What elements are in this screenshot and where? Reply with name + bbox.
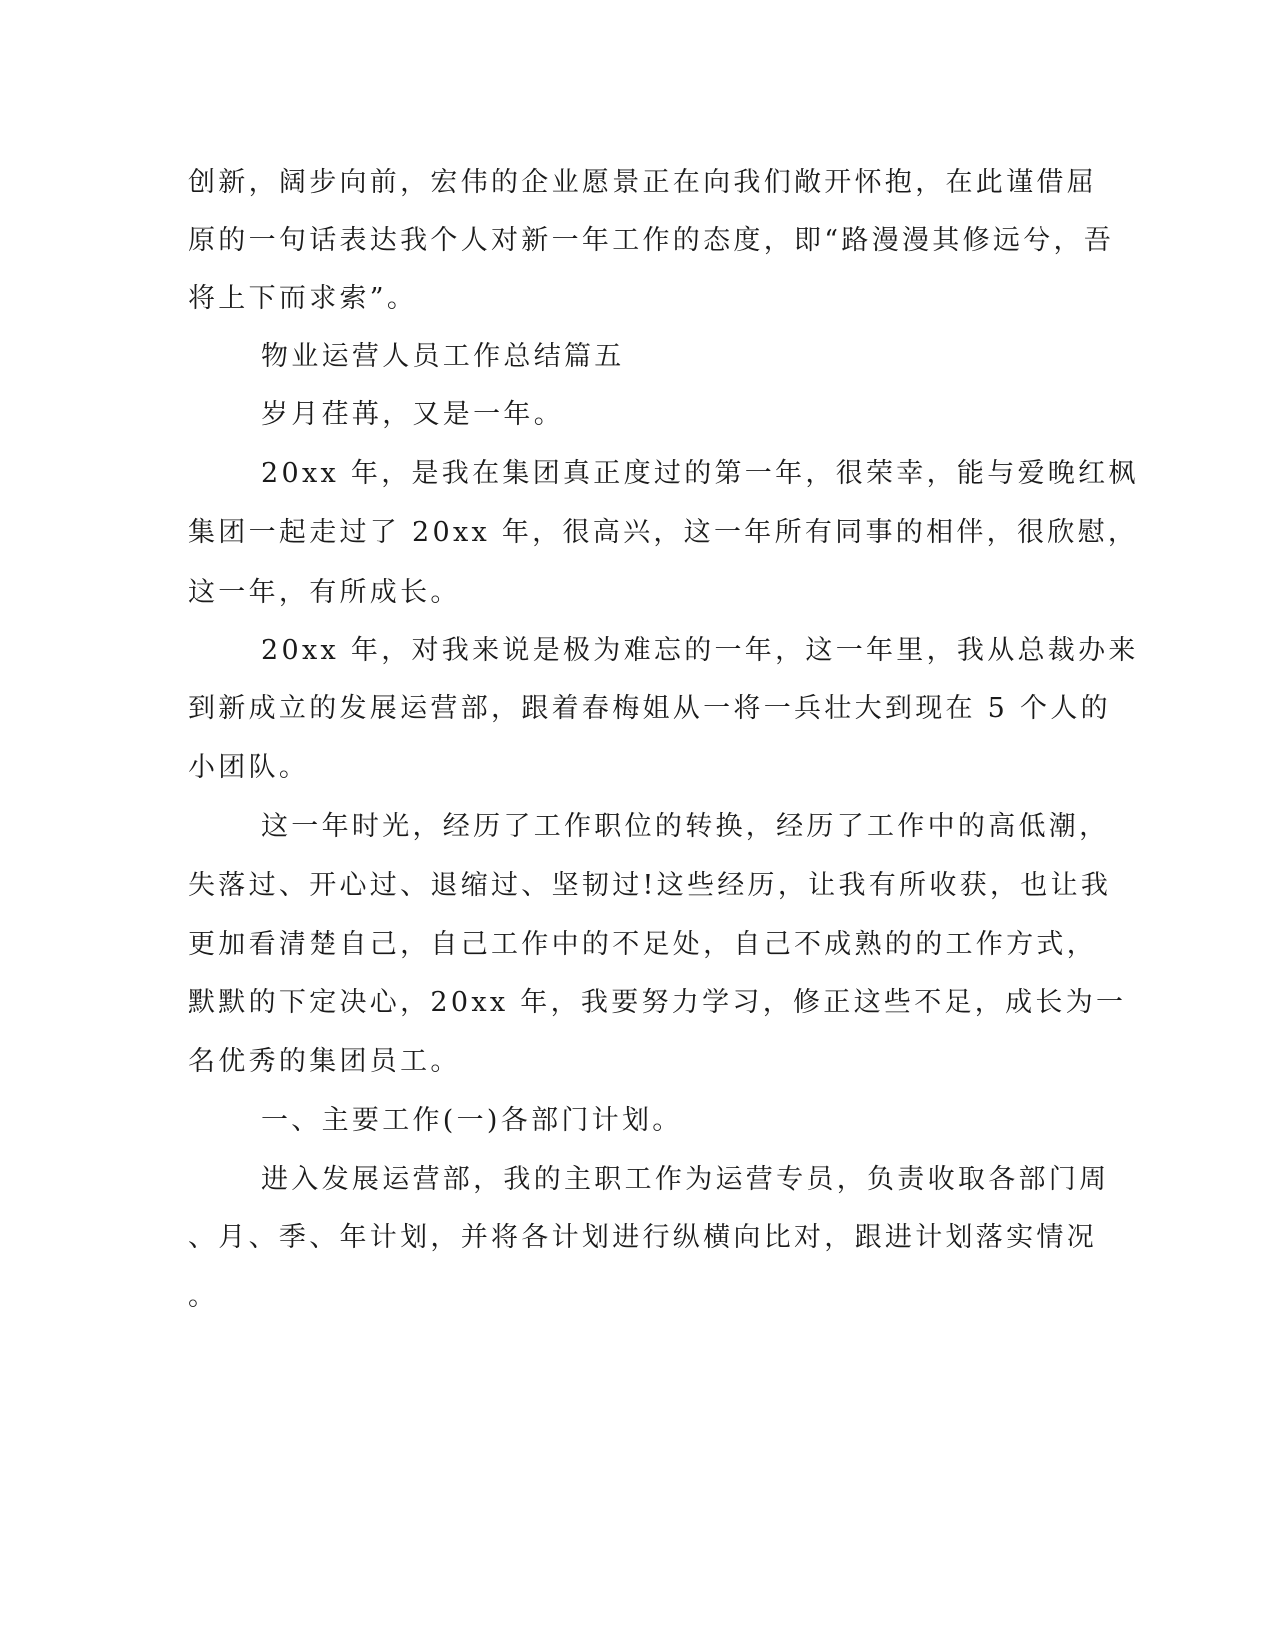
- paragraph-line: 20xx 年，对我来说是极为难忘的一年，这一年里，我从总裁办来: [261, 635, 1139, 666]
- paragraph-line: 到新成立的发展运营部，跟着春梅姐从一将一兵壮大到现在 5 个人的: [188, 693, 1111, 724]
- paragraph-line: 进入发展运营部，我的主职工作为运营专员，负责收取各部门周: [261, 1164, 1110, 1195]
- section-heading: 物业运营人员工作总结篇五: [261, 341, 625, 372]
- paragraph-line: 将上下而求索”。: [188, 283, 418, 314]
- paragraph-line: 集团一起走过了 20xx 年，很高兴，这一年所有同事的相伴，很欣慰，: [188, 517, 1139, 548]
- paragraph-line: 创新，阔步向前，宏伟的企业愿景正在向我们敞开怀抱，在此谨借屈: [188, 167, 1097, 198]
- paragraph-line: 20xx 年，是我在集团真正度过的第一年，很荣幸，能与爱晚红枫: [261, 458, 1139, 489]
- paragraph-line: 失落过、开心过、退缩过、坚韧过!这些经历，让我有所收获，也让我: [188, 870, 1112, 901]
- paragraph-line: 这一年时光，经历了工作职位的转换，经历了工作中的高低潮，: [261, 811, 1110, 842]
- paragraph-line: 小团队。: [188, 752, 310, 783]
- paragraph-line: 岁月荏苒，又是一年。: [261, 399, 564, 430]
- paragraph-line: 、月、季、年计划，并将各计划进行纵横向比对，跟进计划落实情况: [188, 1222, 1097, 1253]
- paragraph-line: 名优秀的集团员工。: [188, 1046, 461, 1077]
- section-heading: 一、主要工作(一)各部门计划。: [261, 1105, 683, 1136]
- paragraph-line: 。: [188, 1281, 219, 1312]
- paragraph-line: 这一年，有所成长。: [188, 577, 461, 608]
- paragraph-line: 默默的下定决心，20xx 年，我要努力学习，修正这些不足，成长为一: [188, 987, 1127, 1018]
- paragraph-line: 原的一句话表达我个人对新一年工作的态度，即“路漫漫其修远兮，吾: [188, 225, 1115, 256]
- paragraph-line: 更加看清楚自己，自己工作中的不足处，自己不成熟的的工作方式，: [188, 929, 1097, 960]
